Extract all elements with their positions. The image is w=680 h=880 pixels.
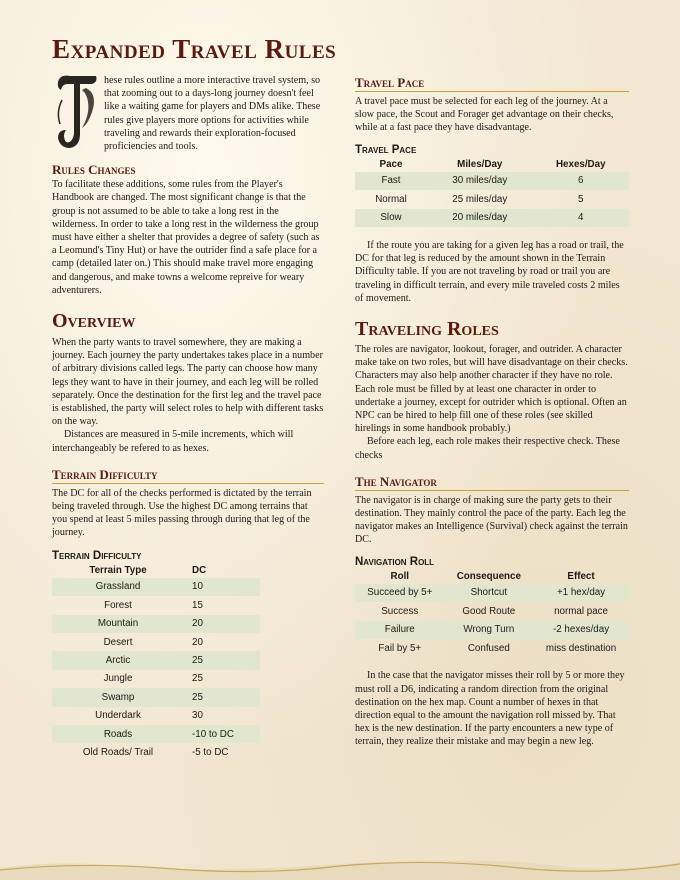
traveling-roles-paragraph-2: Before each leg, each role makes their respective check. These checks xyxy=(355,436,620,461)
table-row xyxy=(52,615,260,633)
dropcap-t-icon xyxy=(52,72,100,152)
roll-cell: Fail by 5+ xyxy=(378,642,422,654)
traveling-roles-heading: Traveling Roles xyxy=(355,318,499,340)
table-row xyxy=(355,209,629,227)
rules-changes-heading: Rules Changes xyxy=(52,162,136,178)
travel-pace-heading: Travel Pace xyxy=(355,76,629,92)
overview-heading: Overview xyxy=(52,310,136,333)
terrain-cell: Jungle xyxy=(103,673,133,685)
table-row xyxy=(355,190,629,208)
dc-cell: -10 to DC xyxy=(184,725,260,743)
intro-text: hese rules outline a more interactive travel system, so that zooming out to a days-long journey doesn't feel like a waiting game for players and DMs alike. These rules give players more options for activities while traveling and rewards their exploration-focused proficiencies and tools. xyxy=(104,75,321,153)
dc-cell: 30 xyxy=(192,710,203,722)
travel-pace-text: A travel pace must be selected for each leg of the journey. At a slow pace, the Scout and Forager get advantage on their checks, while at a fast pace they have disadvantage. xyxy=(355,96,614,134)
hexes-cell: 4 xyxy=(533,209,629,227)
roll-cell: Succeed by 5+ xyxy=(355,584,445,602)
terrain-cell: Swamp xyxy=(52,688,184,706)
effect-cell: -2 hexes/day xyxy=(533,621,629,639)
consequence-cell: Shortcut xyxy=(445,584,534,602)
navigation-roll-table xyxy=(355,569,629,658)
travel-pace-after-text: If the route you are taking for a given leg has a road or trail, the DC for that leg is reduced by the amount shown in the Terrain Difficulty table. If you are not traveling by road or trail you are traveling in difficult terrain, and every mile traveled costs 2 miles of movement. xyxy=(355,239,624,304)
table-row xyxy=(52,578,260,596)
terrain-cell: Underdark xyxy=(95,710,141,722)
dc-col-header: DC xyxy=(192,564,207,576)
miles-cell: 25 miles/day xyxy=(452,193,508,205)
pace-cell: Normal xyxy=(375,193,407,205)
table-row xyxy=(52,670,260,688)
terrain-difficulty-heading: Terrain Difficulty xyxy=(52,468,324,484)
terrain-cell: Desert xyxy=(103,636,133,648)
table-row xyxy=(52,596,260,614)
dc-cell: 25 xyxy=(184,651,260,669)
terrain-difficulty-table xyxy=(52,563,260,762)
rules-changes-text: To facilitate these additions, some rules from the Player's Handbook are changed. The most significant change is that the group is not assumed to be able to take a long rest in the wilderness. In order to take a long rest in the wilderness the group must have either a shelter that provides a degree of safety (such as a Leomund's Tiny Hut) or have the outrider find a safe place for a camp (detailed later on.) This should make travel more engaging and dangerous, and make towns a welcome repreive for weary adventurers. xyxy=(52,179,320,296)
table-row xyxy=(355,621,629,639)
terrain-cell: Roads xyxy=(52,725,184,743)
effect-cell: normal pace xyxy=(554,605,608,617)
table-row xyxy=(355,172,629,190)
roll-cell: Success xyxy=(381,605,419,617)
navigator-after-text: In the case that the navigator misses their roll by 5 or more they must roll a D6, indicating a random direction from the original destination on the hex map. Count a number of hexes in that direction equal to the amount the navigation roll missed by. That hex is the new destination. If the party encounters a new type of terrain, they realize their mistake and may begin a new leg. xyxy=(355,670,625,748)
table-row xyxy=(355,602,629,620)
terrain-cell: Mountain xyxy=(52,615,184,633)
hexes-col-header: Hexes/Day xyxy=(555,158,606,170)
left-column xyxy=(52,74,324,762)
terrain-cell: Arctic xyxy=(52,651,184,669)
nav-table-title: Navigation Roll xyxy=(355,555,435,568)
consequence-col-header: Consequence xyxy=(456,570,521,582)
table-row xyxy=(52,651,260,669)
table-row xyxy=(52,707,260,725)
table-row xyxy=(52,725,260,743)
dc-cell: 20 xyxy=(184,615,260,633)
consequence-cell: Confused xyxy=(467,642,510,654)
dc-cell: 20 xyxy=(192,636,203,648)
pace-col-header: Pace xyxy=(379,158,403,170)
effect-cell: +1 hex/day xyxy=(533,584,629,602)
roll-cell: Failure xyxy=(355,621,445,639)
footer-ornament-icon xyxy=(0,854,680,880)
miles-cell: 30 miles/day xyxy=(427,172,533,190)
traveling-roles-paragraph-1: The roles are navigator, lookout, forager, and outrider. A character make take on two roles, but will have disadvantage on their checks. Characters may also help another character if they have no role. Each role must be filled by at least one character in order to undertake a journey, except for outrider which is optional. Often an NPC can be hired to help fill one of these roles (see skilled hirelings in some handbook probably.) xyxy=(355,344,628,435)
terrain-table-title: Terrain Difficulty xyxy=(52,549,142,562)
roll-col-header: Roll xyxy=(390,570,410,582)
table-row xyxy=(52,688,260,706)
pace-cell: Slow xyxy=(355,209,427,227)
table-row xyxy=(355,639,629,657)
miles-cell: 20 miles/day xyxy=(427,209,533,227)
navigator-heading: The Navigator xyxy=(355,475,629,491)
dc-cell: 10 xyxy=(184,578,260,596)
travel-pace-table xyxy=(355,157,629,227)
dc-cell: 15 xyxy=(192,599,203,611)
effect-col-header: Effect xyxy=(567,570,595,582)
pace-cell: Fast xyxy=(355,172,427,190)
miles-col-header: Miles/Day xyxy=(457,158,503,170)
dc-cell: 25 xyxy=(184,688,260,706)
effect-cell: miss destination xyxy=(545,642,617,654)
table-row xyxy=(355,584,629,602)
terrain-col-header: Terrain Type xyxy=(89,564,147,576)
terrain-cell: Old Roads/ Trail xyxy=(82,747,154,758)
hexes-cell: 5 xyxy=(578,193,584,205)
consequence-cell: Good Route xyxy=(462,605,516,617)
overview-paragraph-1: When the party wants to travel somewhere, they are making a journey. Each journey the party undertakes takes place in a number of arbitrary divisions called legs. The party can choose how many legs they want to have in their journey, and each leg will be rolled separately. Once the destination for the first leg and the travel pace is established, the party will select roles to help with different tasks on the way. xyxy=(52,337,324,428)
overview-paragraph-2: Distances are measured in 5-mile increments, which will interchangeably be refered to as hexes. xyxy=(52,429,294,454)
page-title: Expanded Travel Rules xyxy=(52,34,337,64)
terrain-difficulty-text: The DC for all of the checks performed is dictated by the terrain being traveled through. Use the highest DC among terrains that you spend at least 5 miles passing through during that leg of the journey. xyxy=(52,487,312,539)
dc-cell: -5 to DC xyxy=(192,747,229,758)
right-column xyxy=(355,76,629,749)
dc-cell: 25 xyxy=(192,673,203,685)
terrain-cell: Forest xyxy=(104,599,132,611)
navigator-text: The navigator is in charge of making sure the party gets to their destination. They mainly control the pace of the party. Each leg the navigator makes an Intelligence (Survival) check against the terrain DC. xyxy=(355,494,628,546)
table-row xyxy=(52,633,260,651)
intro-section xyxy=(52,74,324,153)
terrain-cell: Grassland xyxy=(52,578,184,596)
hexes-cell: 6 xyxy=(533,172,629,190)
consequence-cell: Wrong Turn xyxy=(445,621,534,639)
table-row xyxy=(52,743,260,761)
pace-table-title: Travel Pace xyxy=(355,143,417,156)
